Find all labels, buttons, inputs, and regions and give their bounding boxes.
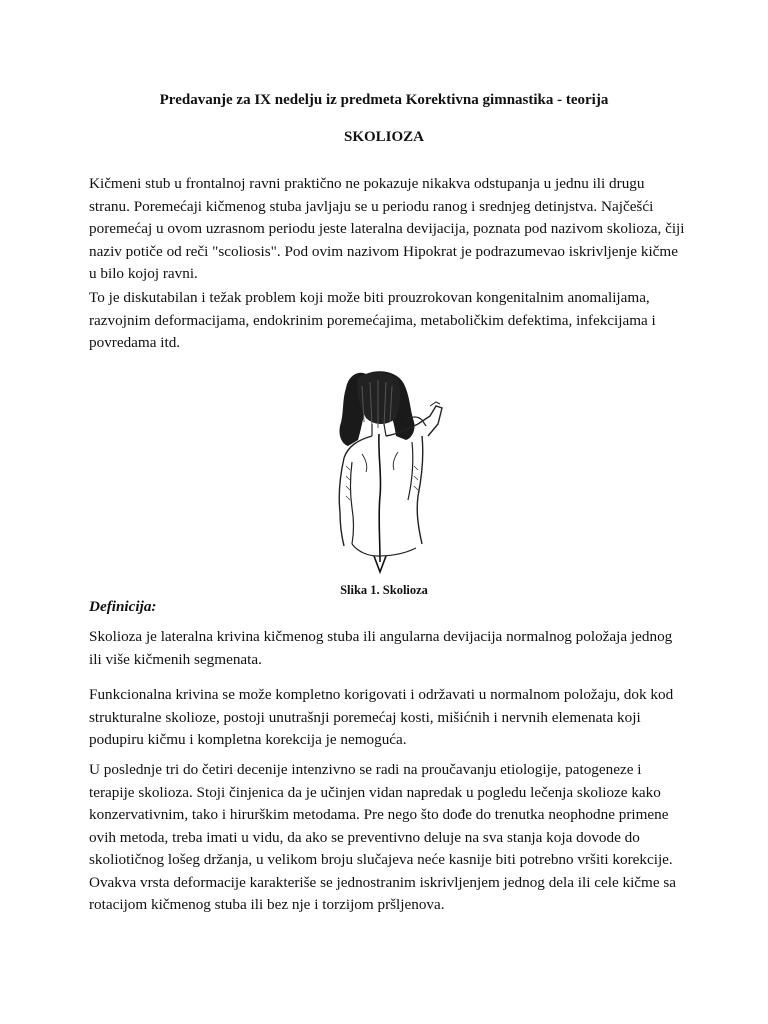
figure-caption: Slika 1. Skolioza: [340, 583, 428, 597]
paragraph-intro: Kičmeni stub u frontalnoj ravni praktično ne pokazuje nikakva odstupanja u jednu ili drugu stranu. Poremećaji kičmenog stuba javljaju se u periodu ranog i srednjeg detinjstva. Najčešći poremećaj u ovom uzrasnom periodu jeste lateralna devijacija, poznata pod nazivom skolioza, čiji naziv potiče od reči "scoliosis". Pod ovim nazivom Hipokrat je podrazumevao iskrivljenje kičme u bilo kojoj ravni.: [89, 175, 685, 282]
paragraph-research: U poslednje tri do četiri decenije intenzivno se radi na proučavanju etiologije, patogeneze i terapije skolioza. Stoji činjenica da je učinjen vidan napredak u pogledu lečenja skolioze kako konzervativnim, tako i hirurškim metodama. Pre nego što dođe do trenutka neophodne primene ovih metoda, treba imati u vidu, da ako se preventivno deluje na sva stanja koja dovode do skoliotičnog lošeg držanja, u velikom broju slučajeva neće kasnije biti potrebno vršiti korekcije. Ovakva vrsta deformacije karakteriše se jednostranim iskrivljenjem jednog dela ili cele kičme sa rotacijom kičmenog stuba ili bez nje i torzijom pršljenova.: [89, 761, 677, 913]
paragraph-causes: To je diskutabilan i težak problem koji može biti prouzrokovan kongenitalnim anomalijama, razvojnim deformacijama, endokrinim poremećajima, metaboličkim defektima, infekcijama i povredama itd.: [89, 289, 656, 351]
document-header-title: Predavanje za IX nedelju iz predmeta Korektivna gimnastika - teorija: [159, 92, 609, 108]
scoliosis-back-illustration-icon: [318, 366, 444, 578]
document-heading: SKOLIOZA: [343, 129, 425, 145]
paragraph-definition: Skolioza je lateralna krivina kičmenog stuba ili angularna devijacija normalnog položaja jednog ili više kičmenih segmenata.: [89, 628, 673, 668]
definitions-subheading: Definicija:: [89, 598, 157, 615]
paragraph-functional-curve: Funkcionalna krivina se može kompletno korigovati i održavati u normalnom položaju, dok kod strukturalne skolioze, postoji unutrašnji poremećaj kosti, mišićnih i nervnih elemenata koji podupiru kičmu i kompletna korekcija je nemoguća.: [89, 686, 674, 748]
